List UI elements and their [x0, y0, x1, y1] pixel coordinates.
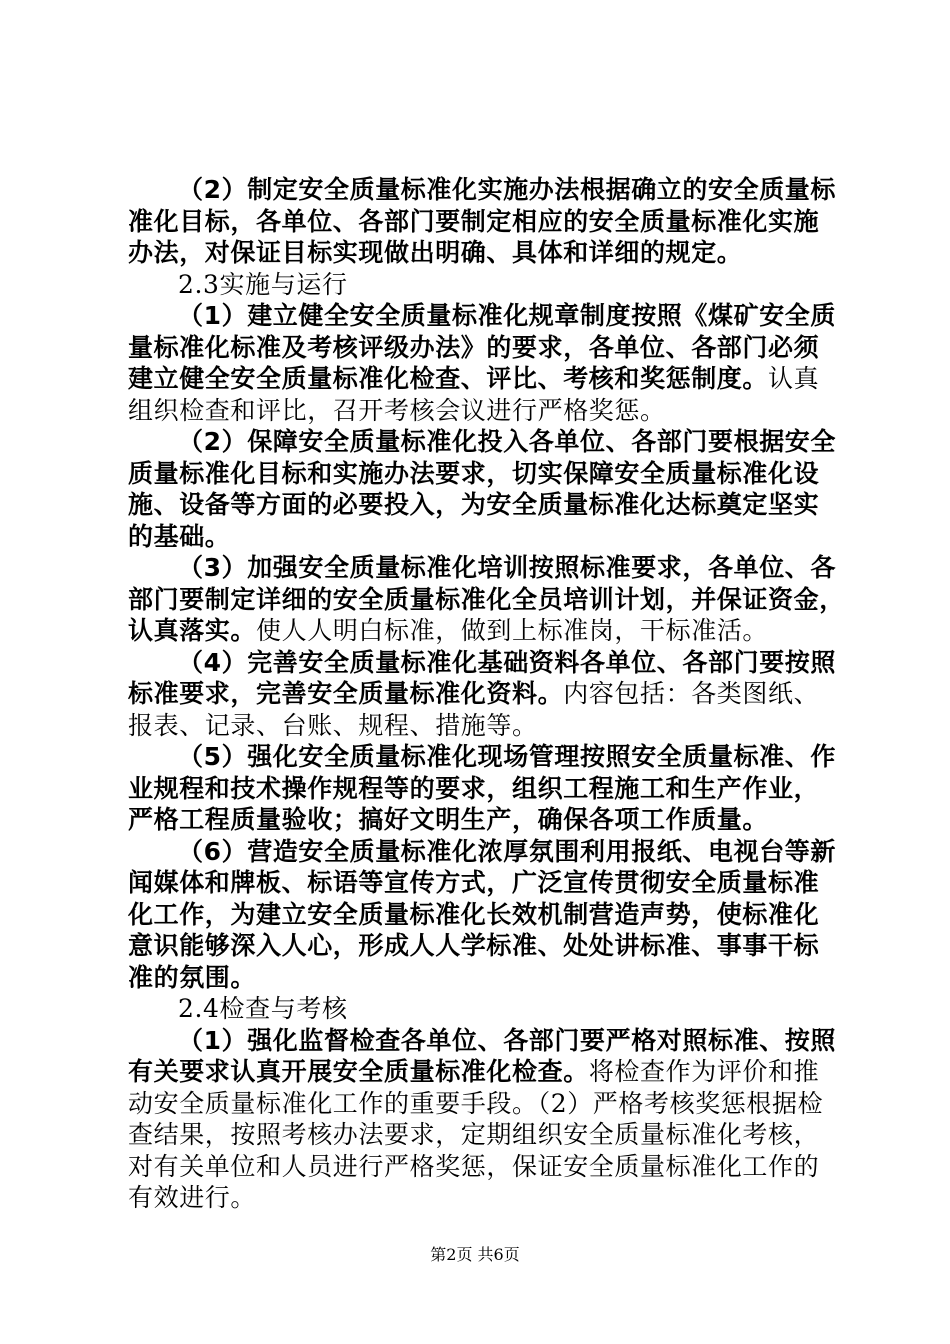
- paragraph: [128, 269, 833, 301]
- text-segment: 准化目标，各单位、各部门要制定相应的安全质量标准化实施: [128, 206, 820, 236]
- text-segment: 施、设备等方面的必要投入，为安全质量标准化达标奠定坚实: [128, 490, 820, 519]
- paragraph: [128, 300, 836, 426]
- text-line: [128, 458, 833, 490]
- paragraph: [128, 836, 836, 994]
- text-line: [128, 584, 845, 616]
- text-line: [128, 395, 833, 427]
- text-line: [128, 269, 833, 301]
- text-line: [128, 867, 833, 899]
- paragraph: [128, 993, 833, 1025]
- text-segment: 闻媒体和牌板、标语等宣传方式，广泛宣传贯彻安全质量标准: [128, 868, 820, 897]
- text-line: [128, 993, 833, 1025]
- text-segment: （2）制定安全质量标准化实施办法根据确立的安全质量标: [178, 175, 836, 204]
- text-line: [128, 426, 836, 458]
- document-body: [128, 174, 845, 1214]
- text-line: [128, 174, 836, 206]
- text-line: [128, 237, 833, 269]
- text-line: [128, 300, 836, 332]
- text-line: [128, 899, 833, 931]
- text-segment: 使人人明白标准，做到上标准岗，干标准活。: [256, 616, 769, 645]
- text-line: [128, 962, 833, 994]
- text-line: [128, 930, 833, 962]
- text-line: [128, 804, 833, 836]
- text-segment: 认真: [768, 364, 820, 393]
- text-segment: 有关要求认真开展安全质量标准化检查。: [128, 1057, 589, 1086]
- text-line: [128, 1151, 833, 1183]
- text-segment: 建立健全安全质量标准化检查、评比、考核和奖惩制度。: [128, 364, 769, 393]
- text-segment: 有效进行。: [128, 1183, 257, 1212]
- text-segment: 准的氛围。: [128, 962, 257, 992]
- text-segment: 业规程和技术操作规程等的要求，组织工程施工和生产作业，: [128, 773, 820, 803]
- paragraph: [128, 552, 845, 647]
- text-segment: 质量标准化目标和实施办法要求，切实保障安全质量标准化设: [128, 458, 820, 488]
- text-segment: 2.3实施与运行: [178, 269, 348, 299]
- paragraph: [128, 647, 836, 742]
- text-line: [128, 1182, 833, 1214]
- text-line: [128, 489, 833, 521]
- text-segment: （3）加强安全质量标准化培训按照标准要求，各单位、各: [178, 553, 836, 582]
- text-segment: 意识能够深入人心，形成人人学标准、处处讲标准、事事干标: [128, 931, 820, 960]
- text-segment: 化工作，为建立安全质量标准化长效机制营造声势，使标准化: [128, 899, 820, 929]
- text-line: [128, 332, 833, 364]
- text-segment: （5）强化安全质量标准化现场管理按照安全质量标准、作: [178, 742, 836, 771]
- text-segment: 认真落实。: [128, 616, 257, 645]
- text-segment: 量标准化标准及考核评级办法》的要求，各单位、各部门必须: [128, 332, 820, 362]
- text-segment: 内容包括：各类图纸、: [563, 679, 820, 708]
- paragraph: [128, 1025, 836, 1214]
- text-line: [128, 647, 836, 679]
- text-segment: 严格工程质量验收；搞好文明生产，确保各项工作质量。: [128, 805, 769, 834]
- text-segment: 将检查作为评价和推: [588, 1057, 820, 1086]
- text-line: [128, 678, 833, 710]
- text-segment: 对有关单位和人员进行严格奖惩，保证安全质量标准化工作的: [128, 1151, 820, 1181]
- text-segment: 标准要求，完善安全质量标准化资料。: [128, 679, 564, 708]
- text-segment: （6）营造安全质量标准化浓厚氛围利用报纸、电视台等新: [178, 836, 836, 866]
- text-segment: 动安全质量标准化工作的重要手段。（2）严格考核奖惩根据检: [128, 1088, 824, 1118]
- text-line: [128, 1088, 833, 1120]
- text-segment: 的基础。: [128, 521, 231, 551]
- text-segment: 查结果，按照考核办法要求，定期组织安全质量标准化考核，: [128, 1120, 820, 1149]
- text-line: [128, 363, 833, 395]
- text-segment: （1）强化监督检查各单位、各部门要严格对照标准、按照: [178, 1025, 836, 1055]
- page-footer: 第2页 共6页: [430, 1245, 520, 1264]
- paragraph: [128, 174, 836, 269]
- text-line: [128, 1119, 833, 1151]
- text-line: [128, 836, 836, 868]
- text-segment: 办法，对保证目标实现做出明确、具体和详细的规定。: [128, 238, 743, 267]
- text-line: [128, 615, 833, 647]
- text-segment: 部门要制定详细的安全质量标准化全员培训计划，并保证资金，: [128, 584, 845, 614]
- text-line: [128, 773, 833, 805]
- text-line: [128, 206, 833, 238]
- text-line: [128, 521, 833, 553]
- text-segment: 2.4检查与考核: [178, 994, 348, 1023]
- paragraph: [128, 426, 836, 552]
- text-line: [128, 710, 833, 742]
- text-segment: 报表、记录、台账、规程、措施等。: [128, 710, 538, 740]
- paragraph: [128, 741, 836, 836]
- text-segment: （2）保障安全质量标准化投入各单位、各部门要根据安全: [178, 427, 836, 456]
- text-segment: （4）完善安全质量标准化基础资料各单位、各部门要按照: [178, 647, 836, 677]
- text-line: [128, 1056, 833, 1088]
- text-segment: （1）建立健全安全质量标准化规章制度按照《煤矿安全质: [178, 301, 836, 330]
- text-segment: 组织检查和评比，召开考核会议进行严格奖惩。: [128, 395, 666, 425]
- text-line: [128, 1025, 836, 1057]
- text-line: [128, 552, 836, 584]
- text-line: [128, 741, 836, 773]
